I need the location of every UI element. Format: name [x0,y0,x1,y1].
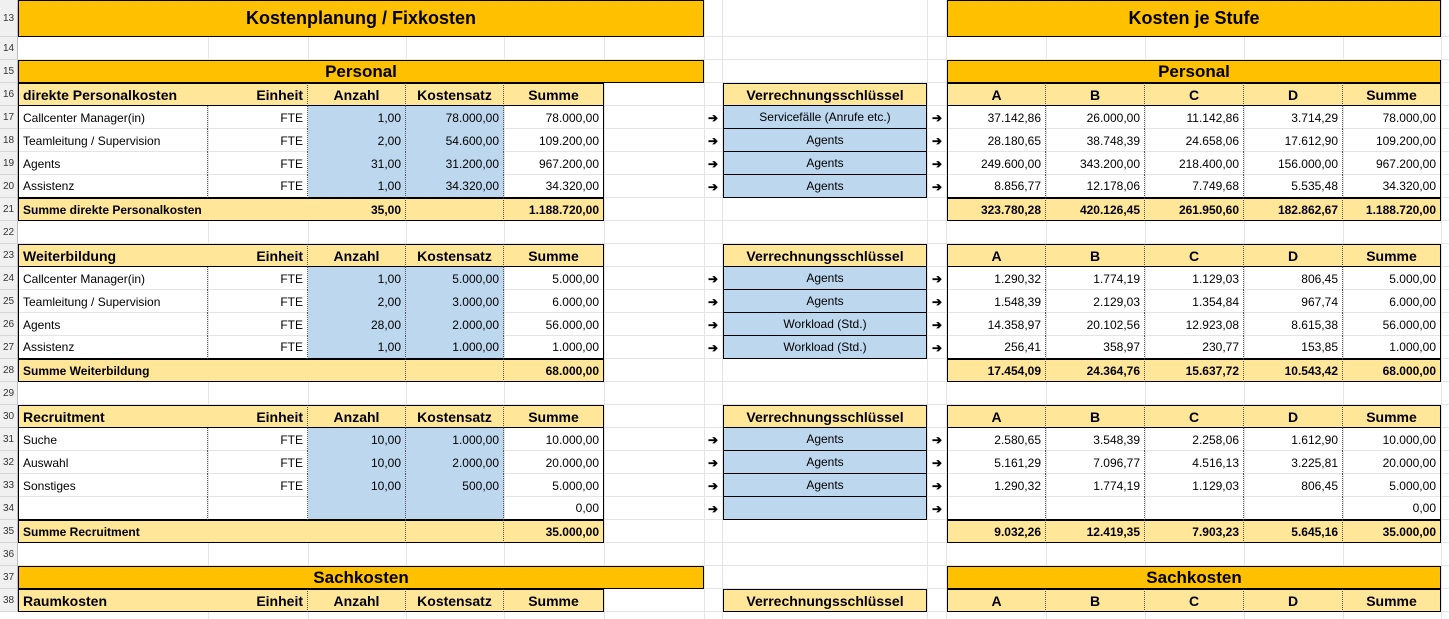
row-stufe-b[interactable]: 2.129,03 [1046,290,1145,313]
row-summe[interactable]: 10.000,00 [504,428,604,451]
input-anzahl[interactable]: 10,00 [308,474,406,497]
sum-anzahl [308,520,406,543]
row-name[interactable]: Agents [18,313,208,336]
column-gridline [604,0,605,619]
sum-stufe-a: 323.780,28 [947,198,1046,221]
row-summe[interactable]: 109.200,00 [504,129,604,152]
row-summe-stufe[interactable]: 0,00 [1343,497,1441,520]
row-summe[interactable]: 6.000,00 [504,290,604,313]
row-summe[interactable]: 5.000,00 [504,267,604,290]
select-verrechnungsschluessel[interactable]: Servicefälle (Anrufe etc.) [723,106,927,129]
row-name[interactable]: Agents [18,152,208,175]
row-header[interactable]: 37 [0,566,18,589]
row-name[interactable] [18,497,208,520]
input-anzahl[interactable]: 1,00 [308,175,406,198]
input-kostensatz[interactable]: 34.320,00 [406,175,504,198]
row-stufe-c[interactable]: 7.749,68 [1145,175,1244,198]
row-header[interactable]: 36 [0,543,18,566]
row-header[interactable]: 18 [0,129,18,152]
sum-summe: 35.000,00 [504,520,604,543]
row-stufe-d[interactable]: 1.612,90 [1244,428,1343,451]
sum-summe: 68.000,00 [504,359,604,382]
input-anzahl[interactable] [308,497,406,520]
input-kostensatz[interactable]: 31.200,00 [406,152,504,175]
row-stufe-c[interactable]: 1.129,03 [1145,267,1244,290]
row-summe-stufe[interactable]: 78.000,00 [1343,106,1441,129]
row-einheit[interactable]: FTE [208,313,308,336]
sum-summe-stufe: 35.000,00 [1343,520,1441,543]
header-stufe-a: A [947,244,1046,267]
header-summe: Summe [504,405,604,428]
row-stufe-c[interactable]: 11.142,86 [1145,106,1244,129]
row-header[interactable]: 14 [0,37,18,60]
row-einheit[interactable]: FTE [208,474,308,497]
row-stufe-a[interactable]: 249.600,00 [947,152,1046,175]
arrow-icon: ➔ [707,179,719,194]
header-summe: Summe [504,244,604,267]
sum-kostensatz [406,198,504,221]
input-anzahl[interactable]: 31,00 [308,152,406,175]
row-stufe-c[interactable]: 4.516,13 [1145,451,1244,474]
header-stufe-b: B [1046,244,1145,267]
row-summe-stufe[interactable]: 56.000,00 [1343,313,1441,336]
input-anzahl[interactable]: 1,00 [308,336,406,359]
input-anzahl[interactable]: 2,00 [308,290,406,313]
input-kostensatz[interactable]: 5.000,00 [406,267,504,290]
header-schluessel: Verrechnungsschlüssel [723,83,927,106]
row-stufe-b[interactable]: 7.096,77 [1046,451,1145,474]
input-kostensatz[interactable]: 2.000,00 [406,313,504,336]
arrow-icon: ➔ [931,294,943,309]
header-stufe-b: B [1046,83,1145,106]
row-stufe-c[interactable]: 1.129,03 [1145,474,1244,497]
row-stufe-d[interactable]: 3.225,81 [1244,451,1343,474]
input-anzahl[interactable]: 10,00 [308,428,406,451]
sum-stufe-d: 5.645,16 [1244,520,1343,543]
arrow-icon: ➔ [931,271,943,286]
row-header[interactable]: 28 [0,359,18,382]
row-stufe-d[interactable]: 967,74 [1244,290,1343,313]
row-stufe-a[interactable]: 37.142,86 [947,106,1046,129]
row-summe-stufe[interactable]: 5.000,00 [1343,474,1441,497]
select-verrechnungsschluessel[interactable]: Workload (Std.) [723,336,927,359]
row-header[interactable]: 35 [0,520,18,543]
arrow-icon: ➔ [707,133,719,148]
group-header: Raumkosten [18,589,208,612]
section-title-right: Personal [947,60,1441,83]
select-verrechnungsschluessel[interactable]: Agents [723,175,927,198]
row-name[interactable]: Suche [18,428,208,451]
row-header[interactable]: 33 [0,474,18,497]
arrow-icon: ➔ [707,317,719,332]
row-stufe-c[interactable]: 1.354,84 [1145,290,1244,313]
row-summe-stufe[interactable]: 967.200,00 [1343,152,1441,175]
header-einheit: Einheit [208,405,308,428]
arrow-icon: ➔ [707,271,719,286]
select-verrechnungsschluessel[interactable]: Agents [723,152,927,175]
row-stufe-c[interactable]: 24.658,06 [1145,129,1244,152]
row-summe-stufe[interactable]: 20.000,00 [1343,451,1441,474]
arrow-icon: ➔ [931,110,943,125]
sum-summe-stufe: 1.188.720,00 [1343,198,1441,221]
row-summe-stufe[interactable]: 1.000,00 [1343,336,1441,359]
row-stufe-b[interactable] [1046,497,1145,520]
header-anzahl: Anzahl [308,83,406,106]
header-summe: Summe [504,83,604,106]
row-stufe-b[interactable]: 1.774,19 [1046,267,1145,290]
row-summe-stufe[interactable]: 34.320,00 [1343,175,1441,198]
row-stufe-b[interactable]: 343.200,00 [1046,152,1145,175]
arrow-icon: ➔ [707,340,719,355]
row-name[interactable]: Callcenter Manager(in) [18,106,208,129]
row-header[interactable]: 13 [0,0,18,37]
header-einheit: Einheit [208,244,308,267]
row-header[interactable]: 27 [0,336,18,359]
sum-stufe-c: 261.950,60 [1145,198,1244,221]
input-kostensatz[interactable]: 3.000,00 [406,290,504,313]
header-stufe-b: B [1046,405,1145,428]
group-header: Recruitment [18,405,208,428]
sum-label: Summe Weiterbildung [18,359,308,382]
right-title: Kosten je Stufe [947,0,1441,37]
header-stufe-d: D [1244,589,1343,612]
row-header[interactable]: 17 [0,106,18,129]
sum-kostensatz [406,359,504,382]
column-gridline [1441,0,1442,619]
row-header[interactable]: 19 [0,152,18,175]
sum-stufe-a: 9.032,26 [947,520,1046,543]
section-title: Personal [18,60,704,83]
sum-stufe-b: 24.364,76 [1046,359,1145,382]
row-stufe-d[interactable]: 153,85 [1244,336,1343,359]
row-name[interactable]: Sonstiges [18,474,208,497]
row-stufe-a[interactable]: 256,41 [947,336,1046,359]
row-header[interactable]: 30 [0,405,18,428]
row-name[interactable]: Teamleitung / Supervision [18,290,208,313]
row-stufe-d[interactable]: 806,45 [1244,474,1343,497]
arrow-icon: ➔ [931,455,943,470]
header-kostensatz: Kostensatz [406,405,504,428]
header-anzahl: Anzahl [308,405,406,428]
row-stufe-b[interactable]: 20.102,56 [1046,313,1145,336]
header-schluessel: Verrechnungsschlüssel [723,589,927,612]
sum-anzahl: 35,00 [308,198,406,221]
row-einheit[interactable]: FTE [208,290,308,313]
input-kostensatz[interactable]: 54.600,00 [406,129,504,152]
row-header[interactable]: 20 [0,175,18,198]
header-stufe-a: A [947,83,1046,106]
row-stufe-a[interactable]: 5.161,29 [947,451,1046,474]
input-kostensatz[interactable]: 2.000,00 [406,451,504,474]
row-summe[interactable]: 34.320,00 [504,175,604,198]
row-header[interactable]: 15 [0,60,18,83]
row-stufe-a[interactable]: 8.856,77 [947,175,1046,198]
arrow-icon: ➔ [931,501,943,516]
header-stufe-a: A [947,405,1046,428]
section-title: Sachkosten [18,566,704,589]
arrow-icon: ➔ [931,340,943,355]
header-anzahl: Anzahl [308,244,406,267]
row-stufe-c[interactable]: 12.923,08 [1145,313,1244,336]
row-stufe-a[interactable]: 1.548,39 [947,290,1046,313]
input-anzahl[interactable]: 2,00 [308,129,406,152]
sum-summe-stufe: 68.000,00 [1343,359,1441,382]
sum-stufe-c: 15.637,72 [1145,359,1244,382]
row-stufe-c[interactable]: 2.258,06 [1145,428,1244,451]
row-einheit[interactable]: FTE [208,106,308,129]
input-anzahl[interactable]: 10,00 [308,451,406,474]
header-stufe-d: D [1244,405,1343,428]
sum-stufe-d: 10.543,42 [1244,359,1343,382]
arrow-icon: ➔ [931,432,943,447]
input-kostensatz[interactable]: 500,00 [406,474,504,497]
sum-label: Summe direkte Personalkosten [18,198,308,221]
row-einheit[interactable]: FTE [208,451,308,474]
row-header[interactable]: 22 [0,221,18,244]
header-summe-stufe: Summe [1343,589,1441,612]
row-header[interactable]: 23 [0,244,18,267]
header-stufe-a: A [947,589,1046,612]
header-stufe-d: D [1244,244,1343,267]
row-einheit[interactable]: FTE [208,152,308,175]
row-header[interactable]: 32 [0,451,18,474]
header-stufe-c: C [1145,244,1244,267]
row-einheit[interactable]: FTE [208,175,308,198]
row-stufe-b[interactable]: 358,97 [1046,336,1145,359]
arrow-icon: ➔ [707,478,719,493]
arrow-icon: ➔ [931,478,943,493]
section-title-right: Sachkosten [947,566,1441,589]
row-header[interactable]: 34 [0,497,18,520]
arrow-icon: ➔ [931,156,943,171]
sum-stufe-b: 12.419,35 [1046,520,1145,543]
row-summe-stufe[interactable]: 109.200,00 [1343,129,1441,152]
select-verrechnungsschluessel[interactable] [723,497,927,520]
row-summe[interactable]: 56.000,00 [504,313,604,336]
row-einheit[interactable]: FTE [208,129,308,152]
header-summe-stufe: Summe [1343,405,1441,428]
header-schluessel: Verrechnungsschlüssel [723,244,927,267]
row-stufe-a[interactable]: 28.180,65 [947,129,1046,152]
row-header[interactable]: 24 [0,267,18,290]
row-header[interactable]: 29 [0,382,18,405]
input-anzahl[interactable]: 1,00 [308,267,406,290]
select-verrechnungsschluessel[interactable]: Agents [723,474,927,497]
row-stufe-a[interactable] [947,497,1046,520]
row-name[interactable]: Assistenz [18,336,208,359]
row-stufe-d[interactable]: 17.612,90 [1244,129,1343,152]
row-stufe-d[interactable]: 8.615,38 [1244,313,1343,336]
header-kostensatz: Kostensatz [406,589,504,612]
input-kostensatz[interactable]: 78.000,00 [406,106,504,129]
main-title: Kostenplanung / Fixkosten [18,0,704,37]
arrow-icon: ➔ [707,501,719,516]
row-einheit[interactable]: FTE [208,428,308,451]
row-header[interactable]: 16 [0,83,18,106]
row-summe[interactable]: 5.000,00 [504,474,604,497]
arrow-icon: ➔ [707,432,719,447]
input-anzahl[interactable]: 1,00 [308,106,406,129]
row-header[interactable]: 38 [0,589,18,612]
row-stufe-a[interactable]: 1.290,32 [947,474,1046,497]
row-summe-stufe[interactable]: 5.000,00 [1343,267,1441,290]
group-header: direkte Personalkosten [18,83,208,106]
row-header[interactable]: 31 [0,428,18,451]
header-stufe-d: D [1244,83,1343,106]
row-summe-stufe[interactable]: 10.000,00 [1343,428,1441,451]
row-stufe-a[interactable]: 2.580,65 [947,428,1046,451]
row-stufe-b[interactable]: 3.548,39 [1046,428,1145,451]
group-header: Weiterbildung [18,244,208,267]
header-stufe-c: C [1145,405,1244,428]
header-einheit: Einheit [208,589,308,612]
sum-kostensatz [406,520,504,543]
sum-stufe-d: 182.862,67 [1244,198,1343,221]
input-anzahl[interactable]: 28,00 [308,313,406,336]
input-kostensatz[interactable]: 1.000,00 [406,336,504,359]
row-name[interactable]: Callcenter Manager(in) [18,267,208,290]
header-kostensatz: Kostensatz [406,83,504,106]
row-name[interactable]: Assistenz [18,175,208,198]
input-kostensatz[interactable]: 1.000,00 [406,428,504,451]
arrow-icon: ➔ [707,110,719,125]
arrow-icon: ➔ [707,455,719,470]
sum-stufe-a: 17.454,09 [947,359,1046,382]
header-summe-stufe: Summe [1343,83,1441,106]
row-stufe-d[interactable]: 5.535,48 [1244,175,1343,198]
row-stufe-c[interactable] [1145,497,1244,520]
row-stufe-b[interactable]: 38.748,39 [1046,129,1145,152]
row-stufe-b[interactable]: 1.774,19 [1046,474,1145,497]
select-verrechnungsschluessel[interactable]: Agents [723,428,927,451]
select-verrechnungsschluessel[interactable]: Agents [723,290,927,313]
select-verrechnungsschluessel[interactable]: Agents [723,129,927,152]
row-stufe-a[interactable]: 1.290,32 [947,267,1046,290]
sum-label: Summe Recruitment [18,520,308,543]
header-stufe-b: B [1046,589,1145,612]
arrow-icon: ➔ [931,179,943,194]
row-name[interactable]: Teamleitung / Supervision [18,129,208,152]
row-stufe-a[interactable]: 14.358,97 [947,313,1046,336]
row-summe-stufe[interactable]: 6.000,00 [1343,290,1441,313]
header-schluessel: Verrechnungsschlüssel [723,405,927,428]
row-summe[interactable]: 0,00 [504,497,604,520]
arrow-icon: ➔ [931,317,943,332]
row-stufe-b[interactable]: 12.178,06 [1046,175,1145,198]
select-verrechnungsschluessel[interactable]: Agents [723,451,927,474]
row-header[interactable]: 25 [0,290,18,313]
row-summe[interactable]: 20.000,00 [504,451,604,474]
row-summe[interactable]: 1.000,00 [504,336,604,359]
header-summe: Summe [504,589,604,612]
arrow-icon: ➔ [707,156,719,171]
row-einheit[interactable]: FTE [208,267,308,290]
row-stufe-c[interactable]: 218.400,00 [1145,152,1244,175]
row-stufe-d[interactable] [1244,497,1343,520]
row-name[interactable]: Auswahl [18,451,208,474]
row-stufe-b[interactable]: 26.000,00 [1046,106,1145,129]
input-kostensatz[interactable] [406,497,504,520]
row-stufe-d[interactable]: 3.714,29 [1244,106,1343,129]
row-summe[interactable]: 967.200,00 [504,152,604,175]
row-stufe-d[interactable]: 806,45 [1244,267,1343,290]
sum-summe: 1.188.720,00 [504,198,604,221]
arrow-icon: ➔ [931,133,943,148]
header-summe-stufe: Summe [1343,244,1441,267]
row-header[interactable]: 21 [0,198,18,221]
row-stufe-c[interactable]: 230,77 [1145,336,1244,359]
row-stufe-d[interactable]: 156.000,00 [1244,152,1343,175]
row-einheit[interactable] [208,497,308,520]
arrow-icon: ➔ [707,294,719,309]
header-anzahl: Anzahl [308,589,406,612]
sum-stufe-b: 420.126,45 [1046,198,1145,221]
row-header[interactable]: 26 [0,313,18,336]
select-verrechnungsschluessel[interactable]: Workload (Std.) [723,313,927,336]
select-verrechnungsschluessel[interactable]: Agents [723,267,927,290]
sum-stufe-c: 7.903,23 [1145,520,1244,543]
sum-anzahl [308,359,406,382]
row-summe[interactable]: 78.000,00 [504,106,604,129]
header-kostensatz: Kostensatz [406,244,504,267]
header-stufe-c: C [1145,83,1244,106]
header-stufe-c: C [1145,589,1244,612]
row-einheit[interactable]: FTE [208,336,308,359]
header-einheit: Einheit [208,83,308,106]
